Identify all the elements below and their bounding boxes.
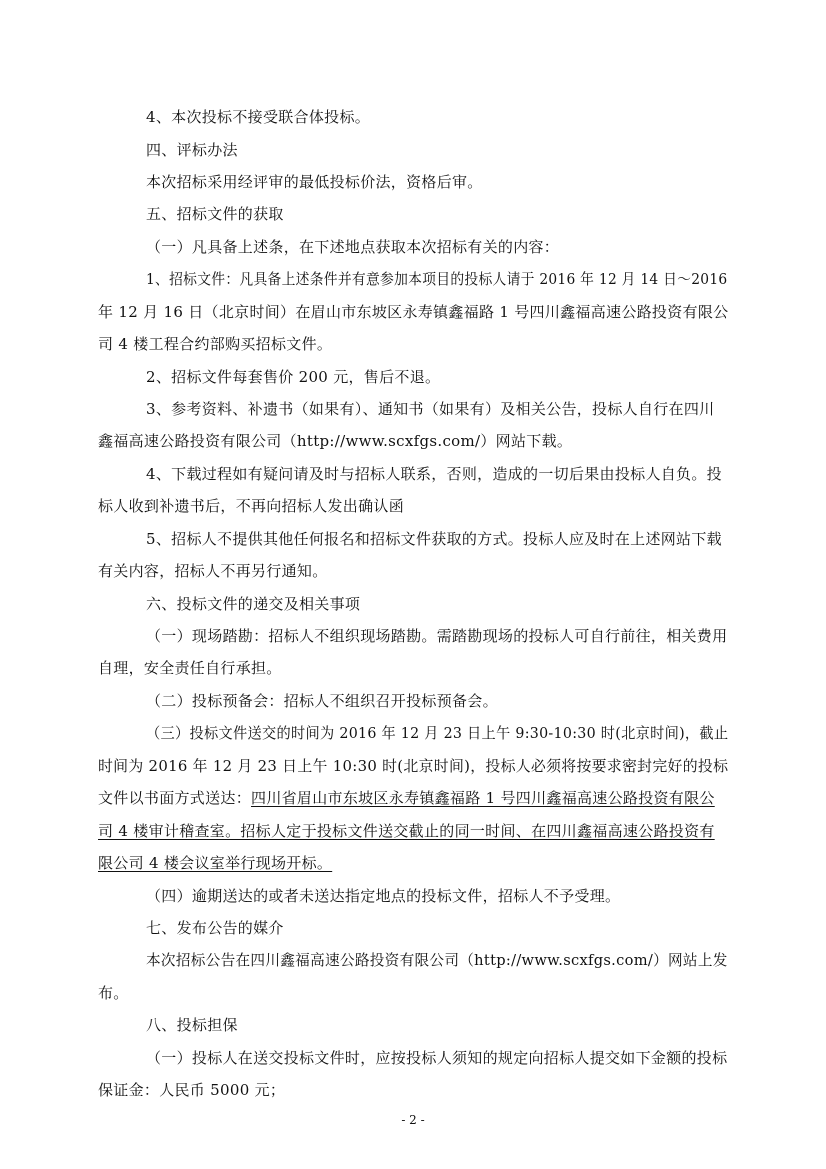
- text-line: 保证金：人民币 5000 元；: [98, 1081, 286, 1099]
- section-heading: 八、投标担保: [146, 1016, 238, 1034]
- text-line: 4、下载过程如有疑问请及时与招标人联系，否则，造成的一切后果由投标人自负。投: [146, 465, 722, 483]
- section-heading: 四、评标办法: [146, 141, 238, 159]
- text-line: （三）投标文件送交的时间为 2016 年 12 月 23 日上午 9:30-10:30 时(北京时间)，截止: [146, 724, 729, 742]
- text-line: 标人收到补遗书后，不再向招标人发出确认函: [98, 497, 405, 515]
- text-line: 司 4 楼工程合约部购买招标文件。: [98, 335, 333, 353]
- text-line: 1、招标文件：凡具备上述条件并有意参加本项目的投标人请于 2016 年 12 月 14 日～2016: [146, 270, 728, 288]
- text-line: 2、招标文件每套售价 200 元，售后不退。: [146, 368, 441, 386]
- text-line: 有关内容，招标人不再另行通知。: [98, 562, 328, 580]
- text-line: 5、招标人不提供其他任何报名和招标文件获取的方式。投标人应及时在上述网站下载: [146, 530, 722, 548]
- text-line: 本次招标公告在四川鑫福高速公路投资有限公司（http://www.scxfgs.com/）网站上发: [146, 951, 728, 969]
- underlined-text-line: 限公司 4 楼会议室举行现场开标。: [98, 854, 333, 872]
- underlined-address: 四川省眉山市东坡区永寿镇鑫福路 1 号四川鑫福高速公路投资有限公: [251, 789, 715, 807]
- text-line: 3、参考资料、补遗书（如果有）、通知书（如果有）及相关公告，投标人自行在四川: [146, 400, 715, 418]
- section-heading: 七、发布公告的媒介: [146, 919, 284, 937]
- section-heading: 五、招标文件的获取: [146, 205, 284, 223]
- text-line: （二）投标预备会：招标人不组织召开投标预备会。: [146, 692, 498, 710]
- text-line: 本次招标采用经评审的最低投标价法，资格后审。: [146, 173, 483, 191]
- section-heading: 六、投标文件的递交及相关事项: [146, 595, 361, 613]
- page-number: - 2 -: [401, 1113, 425, 1127]
- text-line: 4、本次投标不接受联合体投标。: [146, 108, 371, 126]
- text-line: （四）逾期送达的或者未送达指定地点的投标文件，招标人不予受理。: [146, 887, 621, 905]
- underlined-text-line: 司 4 楼审计稽查室。招标人定于投标文件送交截止的同一时间、在四川鑫福高速公路投资有: [98, 822, 715, 840]
- text-line: （一）现场踏勘：招标人不组织现场踏勘。需踏勘现场的投标人可自行前往，相关费用: [146, 627, 728, 645]
- text-line: 布。: [98, 984, 129, 1002]
- text-line: （一）投标人在送交投标文件时，应按投标人须知的规定向招标人提交如下金额的投标: [146, 1049, 728, 1067]
- text-line: [98, 788, 715, 808]
- text-line: 鑫福高速公路投资有限公司（http://www.scxfgs.com/）网站下载。: [98, 432, 573, 450]
- text-line: 时间为 2016 年 12 月 23 日上午 10:30 时(北京时间)，投标人必须将按要求密封完好的投标: [98, 757, 729, 775]
- text-line: 年 12 月 16 日（北京时间）在眉山市东坡区永寿镇鑫福路 1 号四川鑫福高速公路投资有限公: [98, 303, 729, 321]
- text-line: （一）凡具备上述条，在下述地点获取本次招标有关的内容：: [146, 238, 560, 256]
- text-line: 自理，安全责任自行承担。: [98, 659, 282, 677]
- text-segment: 文件以书面方式送达：: [98, 789, 252, 807]
